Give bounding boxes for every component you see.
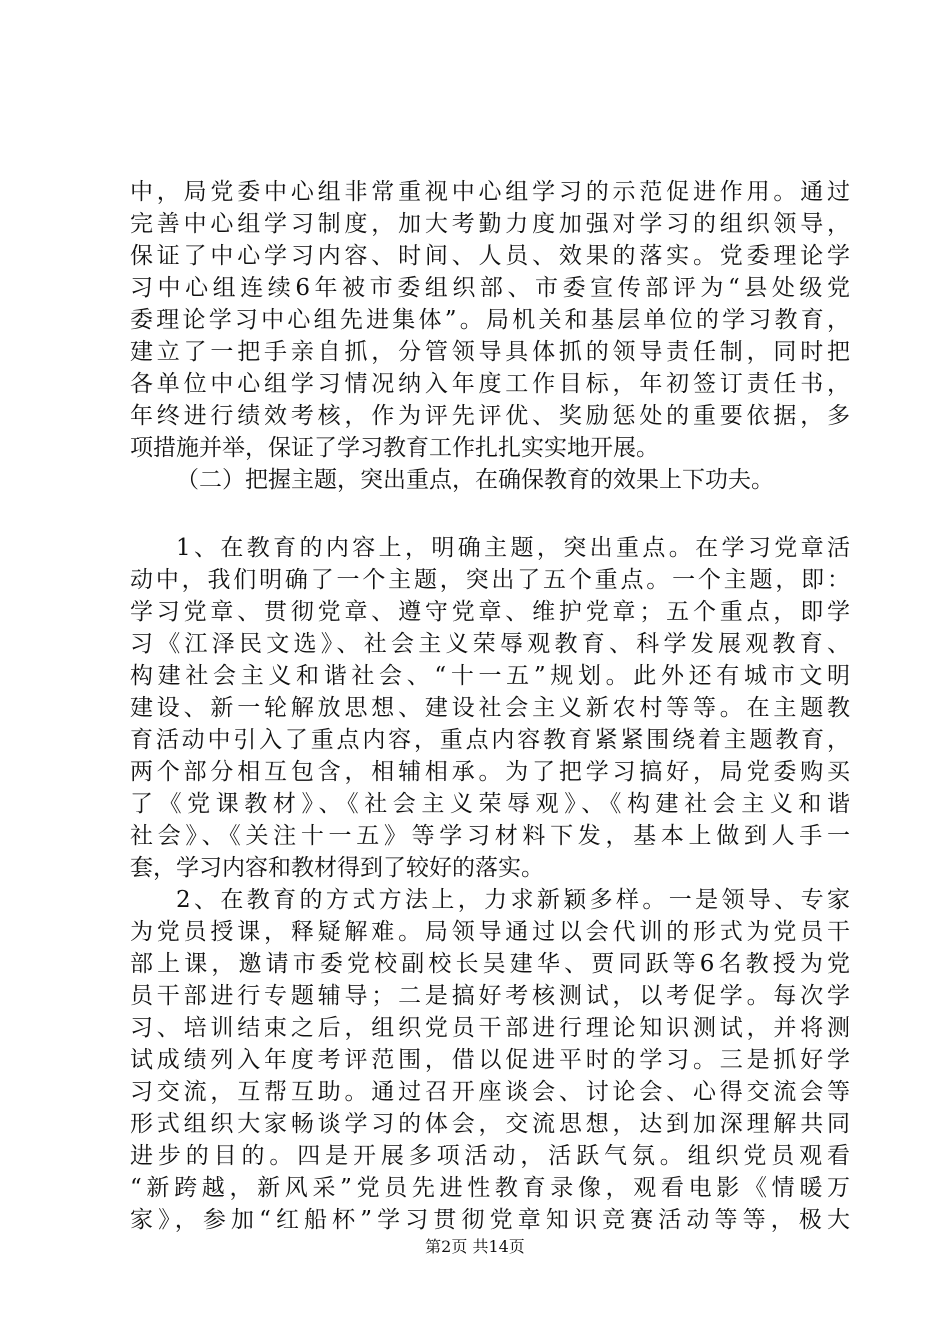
text-line: 2、在教育的方式方法上，力求新颖多样。一是领导、专家 [176,887,850,913]
text-line: 形式组织大家畅谈学习的体会，交流思想，达到加深理解共同 [130,1111,850,1137]
text-line: 员干部进行专题辅导；二是搞好考核测试，以考促学。每次学 [130,983,850,1009]
text-line: 习中心组连续6年被市委组织部、市委宣传部评为“县处级党 [130,275,850,301]
text-line: 套，学习内容和教材得到了较好的落实。 [130,855,544,881]
text-line: 学习党章、贯彻党章、遵守党章、维护党章；五个重点，即学 [130,599,850,625]
text-line: 完善中心组学习制度，加大考勤力度加强对学习的组织领导， [130,211,850,237]
blank-line [130,496,850,532]
text-line: 委理论学习中心组先进集体”。局机关和基层单位的学习教育， [130,307,850,333]
text-line: “新跨越，新风采”党员先进性教育录像，观看电影《情暖万 [130,1175,850,1201]
text-line: 习《江泽民文选》、社会主义荣辱观教育、科学发展观教育、 [130,631,850,657]
text-line: 各单位中心组学习情况纳入年度工作目标，年初签订责任书， [130,371,850,397]
text-line: 为党员授课，释疑解难。局领导通过以会代训的形式为党员干 [130,919,850,945]
text-line: 动中，我们明确了一个主题，突出了五个重点。一个主题，即： [130,567,850,593]
text-line: 构建社会主义和谐社会、“十一五”规划。此外还有城市文明 [130,663,850,689]
text-line: 习交流，互帮互助。通过召开座谈会、讨论会、心得交流会等 [130,1079,850,1105]
text-line: 两个部分相互包含，相辅相承。为了把学习搞好，局党委购买 [130,759,850,785]
text-line: 建设、新一轮解放思想、建设社会主义新农村等等。在主题教 [130,695,850,721]
text-line: 部上课，邀请市委党校副校长吴建华、贾同跃等6名教授为党 [130,951,850,977]
text-line: 1、在教育的内容上，明确主题，突出重点。在学习党章活 [176,535,850,561]
text-line: 保证了中心学习内容、时间、人员、效果的落实。党委理论学 [130,243,850,269]
text-line: 习、培训结束之后，组织党员干部进行理论知识测试，并将测 [130,1015,850,1041]
text-line: 年终进行绩效考核，作为评先评优、奖励惩处的重要依据，多 [130,403,850,429]
text-line: 家》，参加“红船杯”学习贯彻党章知识竞赛活动等等，极大 [130,1207,850,1233]
paragraph-3 [130,884,850,1236]
text-line: 项措施并举，保证了学习教育工作扎扎实实地开展。 [130,435,659,461]
section-heading: （二）把握主题，突出重点，在确保教育的效果上下功夫。 [176,467,774,493]
text-line: 社会》、《关注十一五》等学习材料下发，基本上做到人手一 [130,823,850,849]
page-number-footer: 第2页 共14页 [425,1237,525,1256]
paragraph-2 [130,532,850,884]
paragraph-1 [130,176,850,464]
text-line: 建立了一把手亲自抓，分管领导具体抓的领导责任制，同时把 [130,339,850,365]
text-line: 育活动中引入了重点内容，重点内容教育紧紧围绕着主题教育， [130,727,850,753]
text-line: 了《党课教材》、《社会主义荣辱观》、《构建社会主义和谐 [130,791,850,817]
text-line: 进步的目的。四是开展多项活动，活跃气氛。组织党员观看 [130,1143,850,1169]
text-line: 中，局党委中心组非常重视中心组学习的示范促进作用。通过 [130,179,850,205]
document-body [130,176,850,1236]
text-line: 试成绩列入年度考评范围，借以促进平时的学习。三是抓好学 [130,1047,850,1073]
